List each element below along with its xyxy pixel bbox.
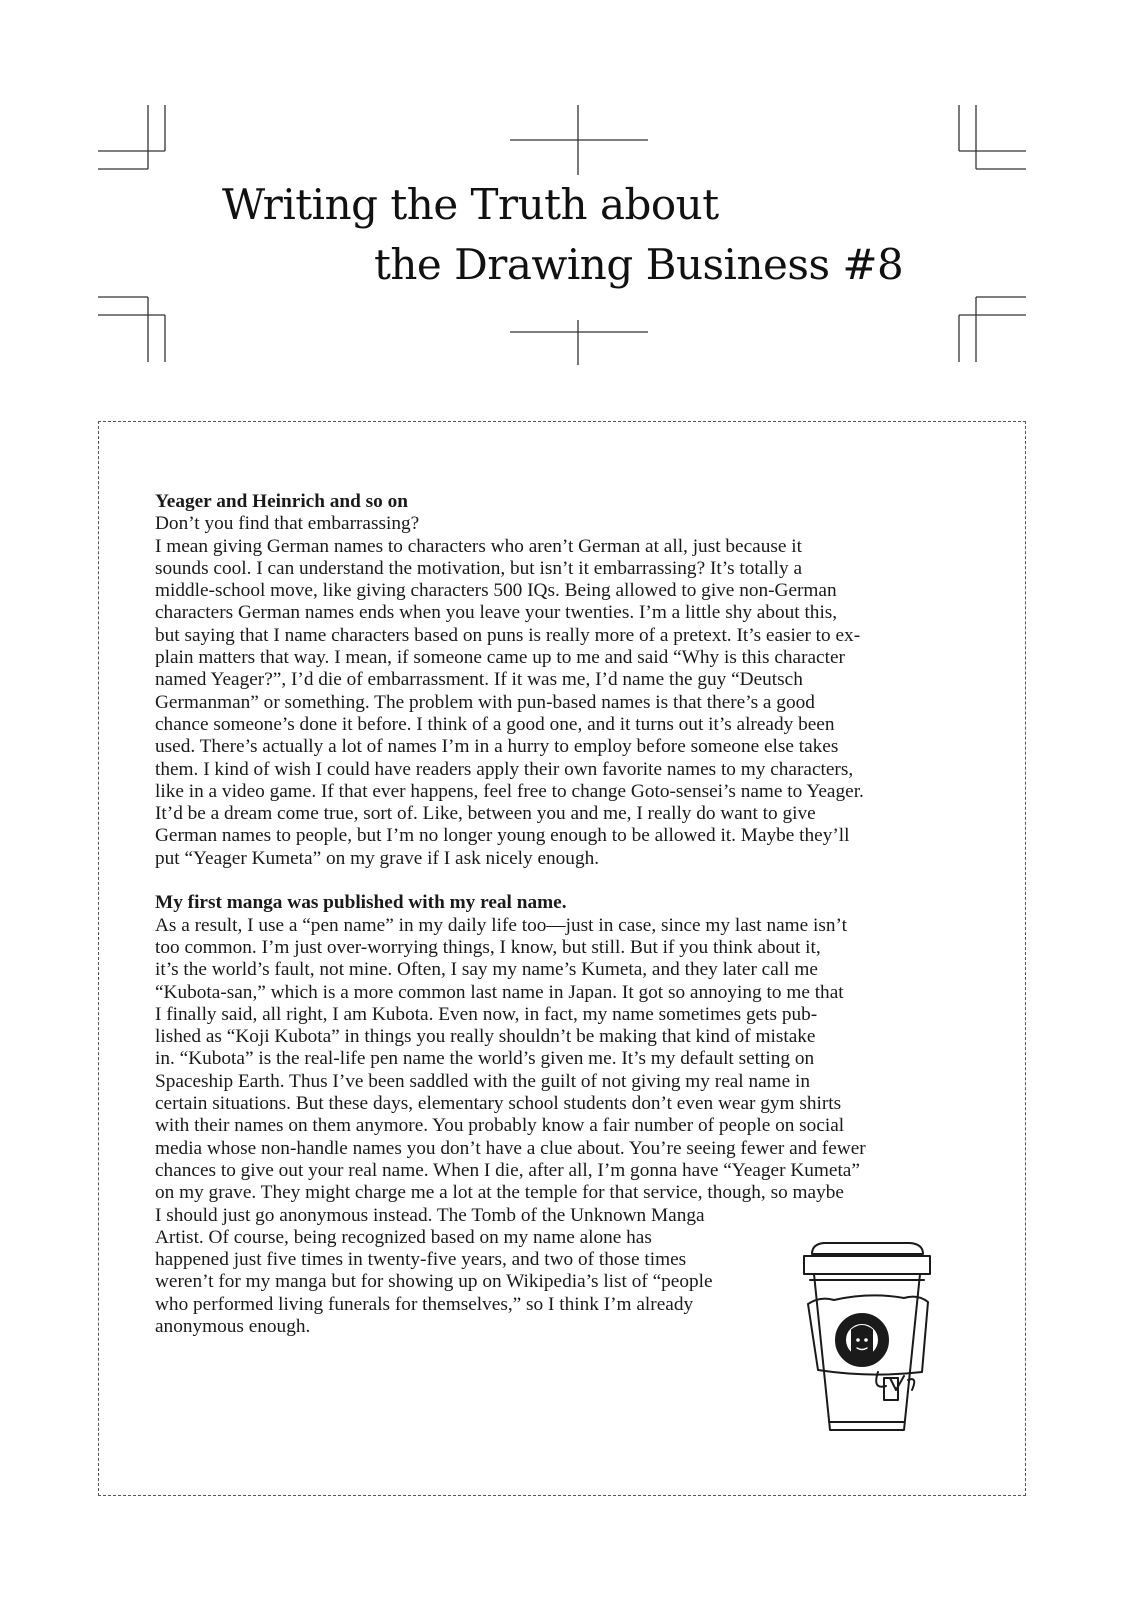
text-line: certain situations. But these days, elementary school students don’t even wear gym shirts bbox=[155, 1093, 842, 1115]
text-line: on my grave. They might charge me a lot at the temple for that service, though, so maybe bbox=[155, 1182, 844, 1204]
section-heading: Yeager and Heinrich and so on bbox=[155, 491, 409, 512]
text-line: Germanman” or something. The problem with pun-based names is that there’s a good bbox=[155, 691, 815, 713]
text-line: used. There’s actually a lot of names I’m in a hurry to employ before someone else takes bbox=[155, 736, 839, 758]
coffee-cup-illustration bbox=[800, 1240, 935, 1440]
text-line: It’d be a dream come true, sort of. Like, between you and me, I really do want to give bbox=[155, 803, 816, 825]
text-line: Artist. Of course, being recognized based on my name alone has bbox=[155, 1226, 652, 1248]
text-line: chances to give out your real name. When I die, after all, I’m gonna have “Yeager Kumeta” bbox=[155, 1159, 860, 1181]
text-line: named Yeager?”, I’d die of embarrassment. If it was me, I’d name the guy “Deutsch bbox=[155, 669, 803, 691]
text-line: plain matters that way. I mean, if someone came up to me and said “Why is this character bbox=[155, 647, 845, 669]
text-line: Spaceship Earth. Thus I’ve been saddled with the guilt of not giving my real name in bbox=[155, 1070, 811, 1092]
text-line: I finally said, all right, I am Kubota. Even now, in fact, my name sometimes gets pub- bbox=[155, 1003, 818, 1025]
text-line: in. “Kubota” is the real-life pen name the world’s given me. It’s my default setting on bbox=[155, 1048, 815, 1070]
text-line: but saying that I name characters based on puns is really more of a pretext. It’s easier to ex- bbox=[155, 624, 861, 646]
text-line: middle-school move, like giving characters 500 IQs. Being allowed to give non-German bbox=[155, 580, 837, 602]
text-line: put “Yeager Kumeta” on my grave if I ask nicely enough. bbox=[155, 847, 600, 869]
text-line: lished as “Koji Kubota” in things you really shouldn’t be making that kind of mistake bbox=[155, 1026, 816, 1048]
text-line: too common. I’m just over-worrying things, I know, but still. But if you think about it, bbox=[155, 936, 821, 958]
text-line: As a result, I use a “pen name” in my daily life too—just in case, since my last name isn’t bbox=[155, 914, 847, 936]
text-line: Don’t you find that embarrassing? bbox=[155, 513, 420, 535]
text-line: “Kubota-san,” which is a more common last name in Japan. It got so annoying to me that bbox=[155, 981, 844, 1003]
article-body bbox=[155, 491, 970, 1361]
page-title-line-2: the Drawing Business #8 bbox=[374, 240, 904, 289]
section-heading: My first manga was published with my real name. bbox=[155, 892, 567, 914]
text-line: it’s the world’s fault, not mine. Often, I say my name’s Kumeta, and they later call me bbox=[155, 959, 818, 981]
page-title-line-1: Writing the Truth about bbox=[222, 180, 719, 229]
text-line: them. I kind of wish I could have readers apply their own favorite names to my characters, bbox=[155, 758, 854, 780]
text-line: with their names on them anymore. You probably know a fair number of people on social bbox=[155, 1115, 845, 1137]
text-line: happened just five times in twenty-five years, and two of those times bbox=[155, 1249, 687, 1271]
text-line: sounds cool. I can understand the motivation, but isn’t it embarrassing? It’s totally a bbox=[155, 557, 803, 579]
text-line: media whose non-handle names you don’t have a clue about. You’re seeing fewer and fewer bbox=[155, 1137, 866, 1159]
text-line: weren’t for my manga but for showing up on Wikipedia’s list of “people bbox=[155, 1271, 713, 1293]
text-line: characters German names ends when you leave your twenties. I’m a little shy about this, bbox=[155, 602, 838, 624]
text-line: German names to people, but I’m no longer young enough to be allowed it. Maybe they’ll bbox=[155, 825, 850, 847]
section-yeager bbox=[155, 491, 970, 870]
section-text bbox=[155, 513, 970, 870]
text-line: I mean giving German names to characters who aren’t German at all, just because it bbox=[155, 535, 802, 557]
text-line: I should just go anonymous instead. The Tomb of the Unknown Manga bbox=[155, 1204, 705, 1226]
text-line: who performed living funerals for themselves,” so I think I’m already bbox=[155, 1293, 694, 1315]
text-line: like in a video game. If that ever happens, feel free to change Goto-sensei’s name to Yeager. bbox=[155, 780, 864, 802]
text-line: anonymous enough. bbox=[155, 1315, 311, 1337]
text-line: chance someone’s done it before. I think of a good one, and it turns out it’s already been bbox=[155, 713, 835, 735]
